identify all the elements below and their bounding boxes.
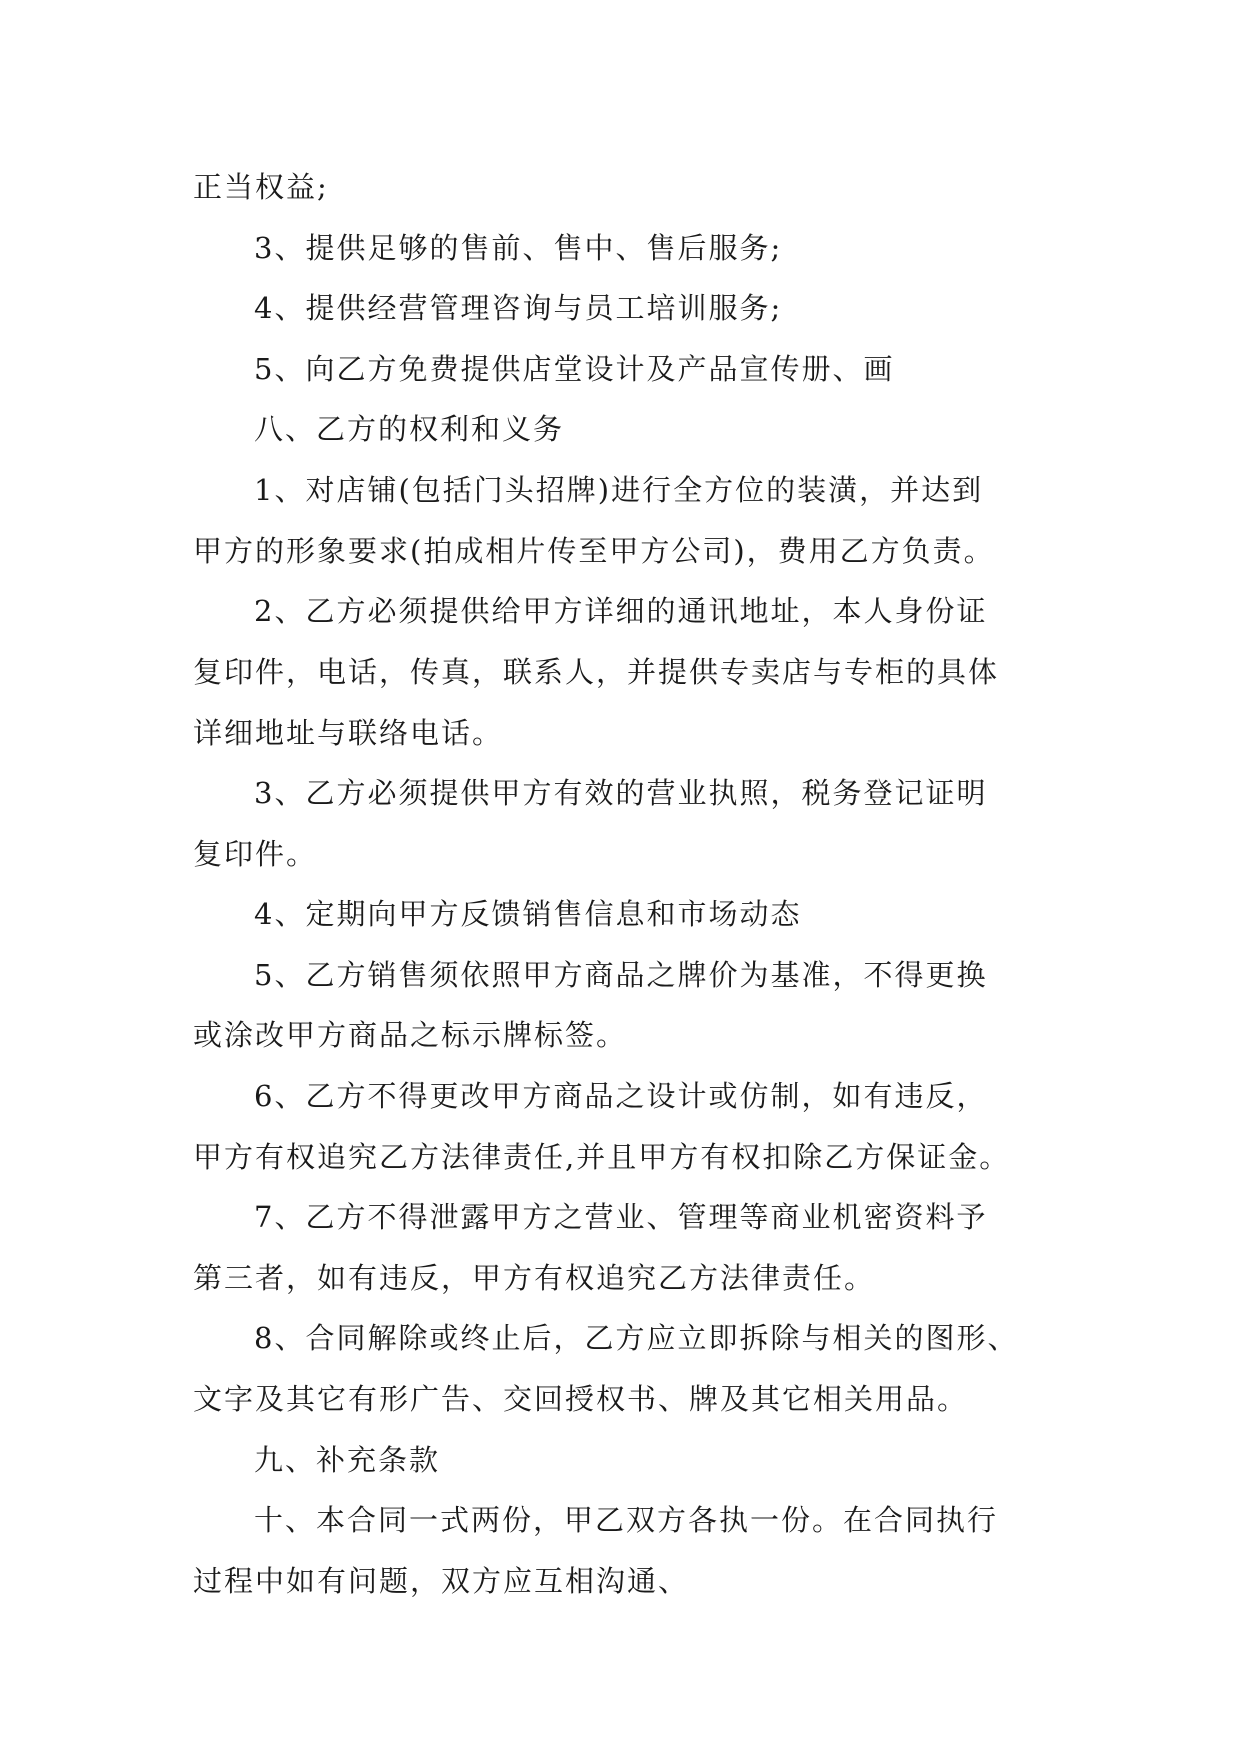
text-line: 3、乙方必须提供甲方有效的营业执照，税务登记证明 bbox=[254, 776, 988, 810]
text-line: 8、合同解除或终止后，乙方应立即拆除与相关的图形、 bbox=[254, 1321, 1019, 1355]
text-line: 4、提供经营管理咨询与员工培训服务; bbox=[254, 291, 783, 325]
text-line: 2、乙方必须提供给甲方详细的通讯地址，本人身份证 bbox=[254, 594, 988, 628]
section-heading: 九、补充条款 bbox=[254, 1443, 441, 1477]
text-line: 过程中如有问题，双方应互相沟通、 bbox=[193, 1564, 690, 1598]
text-line: 3、提供足够的售前、售中、售后服务; bbox=[254, 231, 783, 265]
text-line: 1、对店铺(包括门头招牌)进行全方位的装潢，并达到 bbox=[254, 473, 984, 507]
text-line: 7、乙方不得泄露甲方之营业、管理等商业机密资料予 bbox=[254, 1200, 988, 1234]
text-line: 甲方有权追究乙方法律责任,并且甲方有权扣除乙方保证金。 bbox=[193, 1140, 1011, 1174]
section-heading: 八、乙方的权利和义务 bbox=[254, 412, 565, 446]
text-line: 详细地址与联络电话。 bbox=[193, 716, 504, 750]
text-line: 5、向乙方免费提供店堂设计及产品宣传册、画 bbox=[254, 352, 895, 386]
text-line: 复印件，电话，传真，联系人，并提供专卖店与专柜的具体 bbox=[193, 655, 1000, 689]
text-line: 第三者，如有违反，甲方有权追究乙方法律责任。 bbox=[193, 1261, 876, 1295]
text-line: 文字及其它有形广告、交回授权书、牌及其它相关用品。 bbox=[193, 1382, 969, 1416]
text-line: 6、乙方不得更改甲方商品之设计或仿制，如有违反， bbox=[254, 1079, 988, 1113]
text-line: 或涂改甲方商品之标示牌标签。 bbox=[193, 1018, 628, 1052]
text-line: 十、本合同一式两份，甲乙双方各执一份。在合同执行 bbox=[254, 1503, 999, 1537]
text-line: 复印件。 bbox=[193, 837, 318, 871]
text-line: 4、定期向甲方反馈销售信息和市场动态 bbox=[254, 897, 802, 931]
text-line: 正当权益; bbox=[193, 170, 329, 204]
text-line: 5、乙方销售须依照甲方商品之牌价为基准，不得更换 bbox=[254, 958, 988, 992]
text-line: 甲方的形象要求(拍成相片传至甲方公司)，费用乙方负责。 bbox=[193, 534, 995, 568]
